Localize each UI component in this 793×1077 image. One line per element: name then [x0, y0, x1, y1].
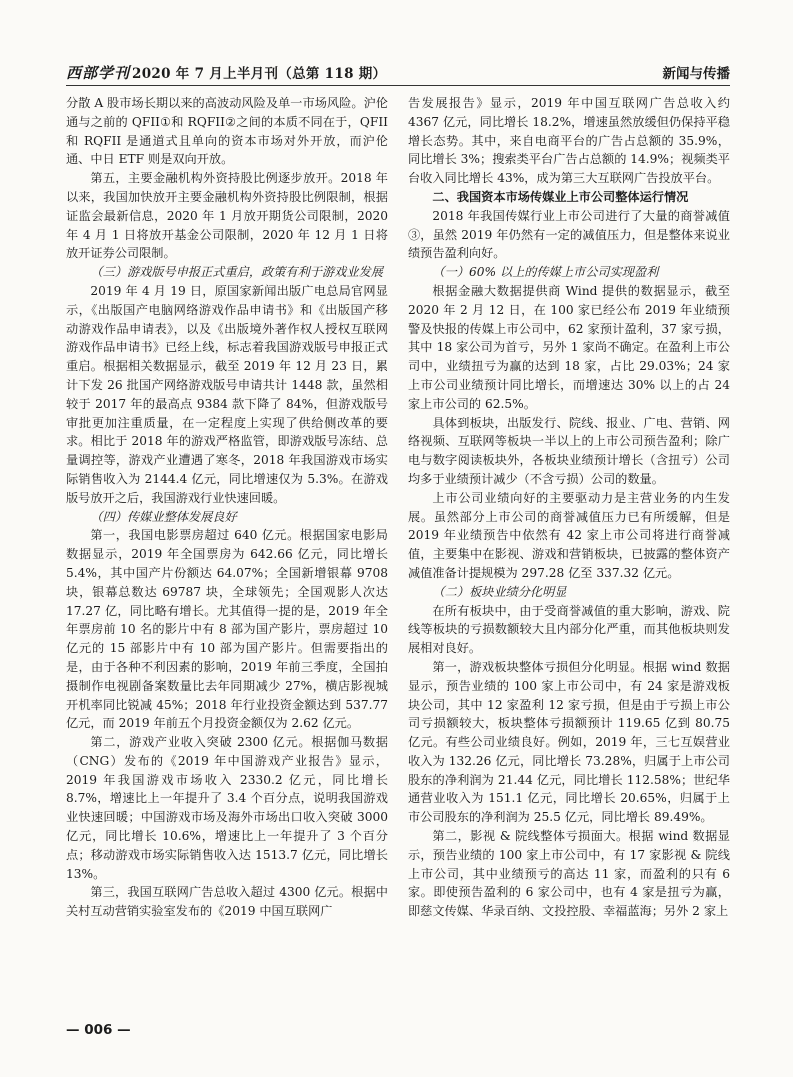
paragraph: 第一，我国电影票房超过 640 亿元。根据国家电影局数据显示，2019 年全国票房为 642.66 亿元，同比增长 5.4%，其中国产片份额达 64.07%；全国新增银幕 9708 块，银幕总数达 69787 块，全球领先；全国观影人次达 17.27 亿，同比略有增长。尤其值得一提的是，2019 年全年票房前 10 名的影片中有 8 部为国产影片，票房超过 10 亿元的 15 部影片中有 10 部为国产影片。但需要指出的是，由于各种不利因素的影响，2019 年前三季度，全国拍摄制作电视剧备案数量比去年同期减少 27%，横店影视城开机率同比锐减 45%；2018 年行业投资金额达到 537.77 亿元，而 2019 年前五个月投资金额仅为 2.62 亿元。 — [66, 528, 388, 731]
paragraph: 告发展报告》显示，2019 年中国互联网广告总收入约 4367 亿元，同比增长 18.2%，增速虽然放缓但仍保持平稳增长态势。其中，来自电商平台的广告占总额的 35.9%，同比增长 3%；搜索类平台广告占总额的 14.9%；视频类平台收入同比增长 43%，成为第三大互联网广告投放平台。 — [408, 96, 730, 186]
paragraph: 2019 年 4 月 19 日，原国家新闻出版广电总局官网显示，《出版国产电脑网络游戏作品申请书》和《出版国产移动游戏作品申请表》，以及《出版境外著作权人授权互联网游戏作品申请书》已经上线，标志着我国游戏版号申报正式重启。根据相关数据显示，截至 2019 年 12 月 23 日，累计下发 26 批国产网络游戏版号申请共计 1448 款，虽然相较于 2017 年的最高点 9384 款下降了 84%，但游戏版号审批更加注重质量，在一定程度上实现了供给侧改革的要求。相比于 2018 年的游戏严格监管，即游戏版号冻结、总量调控等，游戏产业遭遇了寒冬，2018 年我国游戏市场实际销售收入为 2144.4 亿元，同比增速仅为 5.3%。在游戏版号放开之后，我国游戏行业快速回暖。 — [66, 283, 388, 505]
paragraph: 第一，游戏板块整体亏损但分化明显。根据 wind 数据显示，预告业绩的 100 家上市公司中，有 24 家是游戏板块公司，其中 12 家盈利 12 家亏损，但是由于亏损上市公司亏损额较大，板块整体亏损额预计 119.65 亿到 80.75 亿元。有些公司业绩良好。例如，2019 年，三七互娱营业收入为 132.26 亿元，同比增长 73.28%，归属于上市公司股东的净利润为 21.44 亿元，同比增长 112.58%；世纪华通营业收入为 151.1 亿元，同比增长 20.65%，归属于上市公司股东的净利润为 25.5 亿元，同比增长 89.49%。 — [408, 659, 730, 825]
section-heading: （二）板块业绩分化明显 — [432, 584, 567, 599]
paragraph: 第五，主要金融机构外资持股比例逐步放开。2018 年以来，我国加快放开主要金融机构外资持股比例限制，根据证监会最新信息，2020 年 1 月放开期货公司限制，2020 年 4 月 1 日将放开基金公司限制，2020 年 12 月 1 日将放开证券公司限制。 — [66, 171, 388, 261]
paragraph: 分散 A 股市场长期以来的高波动风险及单一市场风险。沪伦通与之前的 QFII①和 RQFII②之间的本质不同在于，QFII 和 RQFII 是通道式且单向的资本市场对外开放，而沪伦通、中日 ETF 则是双向开放。 — [66, 96, 388, 167]
section-heading: （四）传媒业整体发展良好 — [90, 509, 237, 524]
paragraph: 上市公司业绩向好的主要驱动力是主营业务的内生发展。虽然部分上市公司的商誉减值压力已有所缓解，但是 2019 年业绩预告中依然有 42 家上市公司将进行商誉减值，主要集中在影视、游戏和营销板块，已披露的整体资产减值准备计提规模为 297.28 亿至 337.32 亿元。 — [408, 490, 730, 580]
header-rule — [66, 85, 730, 86]
page-header — [66, 60, 730, 84]
paragraph: 根据金融大数据提供商 Wind 提供的数据显示，截至 2020 年 2 月 12 日，在 100 家已经公布 2019 年业绩预警及快报的传媒上市公司中，62 家预计盈利，37 家亏损，其中 18 家公司为首亏，另外 1 家尚不确定。在盈利上市公司中，业绩扭亏为赢的达到 18 家，占比 29.03%；24 家上市公司业绩预计同比增长，而增速达 30% 以上的占 24 家上市公司的 62.5%。 — [408, 283, 730, 411]
paragraph: 第二，影视 & 院线整体亏损面大。根据 wind 数据显示，预告业绩的 100 家上市公司中，有 17 家影视 & 院线上市公司，其中业绩预亏的高达 11 家，而盈利的只有 6 家。即使预告盈利的 6 家公司中，也有 4 家是扭亏为赢，即慈文传媒、华录百纳、文投控股、幸福蓝海；另外 2 家上 — [408, 829, 730, 919]
issue-info: 2020 年 7 月上半月刊（总第 118 期） — [132, 66, 387, 82]
paragraph: 在所有板块中，由于受商誉减值的重大影响，游戏、院线等板块的亏损数额较大且内部分化严重，而其他板块则发展相对良好。 — [408, 603, 730, 656]
right-column — [408, 94, 730, 1014]
left-column — [66, 94, 388, 1014]
paragraph: 具体到板块，出版发行、院线、报业、广电、营销、网络视频、互联网等板块一半以上的上市公司预告盈利；除广电与数字阅读板块外，各板块业绩预计增长（含扭亏）公司均多于业绩预计减少（不含亏损）公司的数量。 — [408, 415, 730, 486]
section-heading: （一）60% 以上的传媒上市公司实现盈利 — [432, 265, 659, 280]
page-number: — 006 — — [66, 1022, 131, 1038]
paragraph: 第二，游戏产业收入突破 2300 亿元。根据伽马数据（CNG）发布的《2019 年中国游戏产业报告》显示，2019 年我国游戏市场收入 2330.2 亿元，同比增长 8.7%，增速比上一年提升了 3.4 个百分点，说明我国游戏业快速回暖；中国游戏市场及海外市场出口收入突破 3000 亿元，同比增长 10.6%，增速比上一年提升了 3 个百分点；移动游戏市场实际销售收入达 1513.7 亿元，同比增长 13%。 — [66, 735, 388, 881]
journal-logo: 西部学刊 — [66, 64, 131, 82]
paragraph: 2018 年我国传媒行业上市公司进行了大量的商誉减值③，虽然 2019 年仍然有一定的减值压力，但是整体来说业绩预告盈利向好。 — [408, 208, 730, 261]
paragraph: 第三，我国互联网广告总收入超过 4300 亿元。根据中关村互动营销实验室发布的《2019 中国互联网广 — [66, 885, 388, 919]
section-heading: 二、我国资本市场传媒业上市公司整体运行情况 — [432, 189, 689, 204]
journal-masthead — [66, 62, 386, 83]
section-title: 新闻与传播 — [662, 66, 730, 82]
section-heading: （三）游戏版号申报正式重启，政策有利于游戏业发展 — [90, 265, 383, 280]
